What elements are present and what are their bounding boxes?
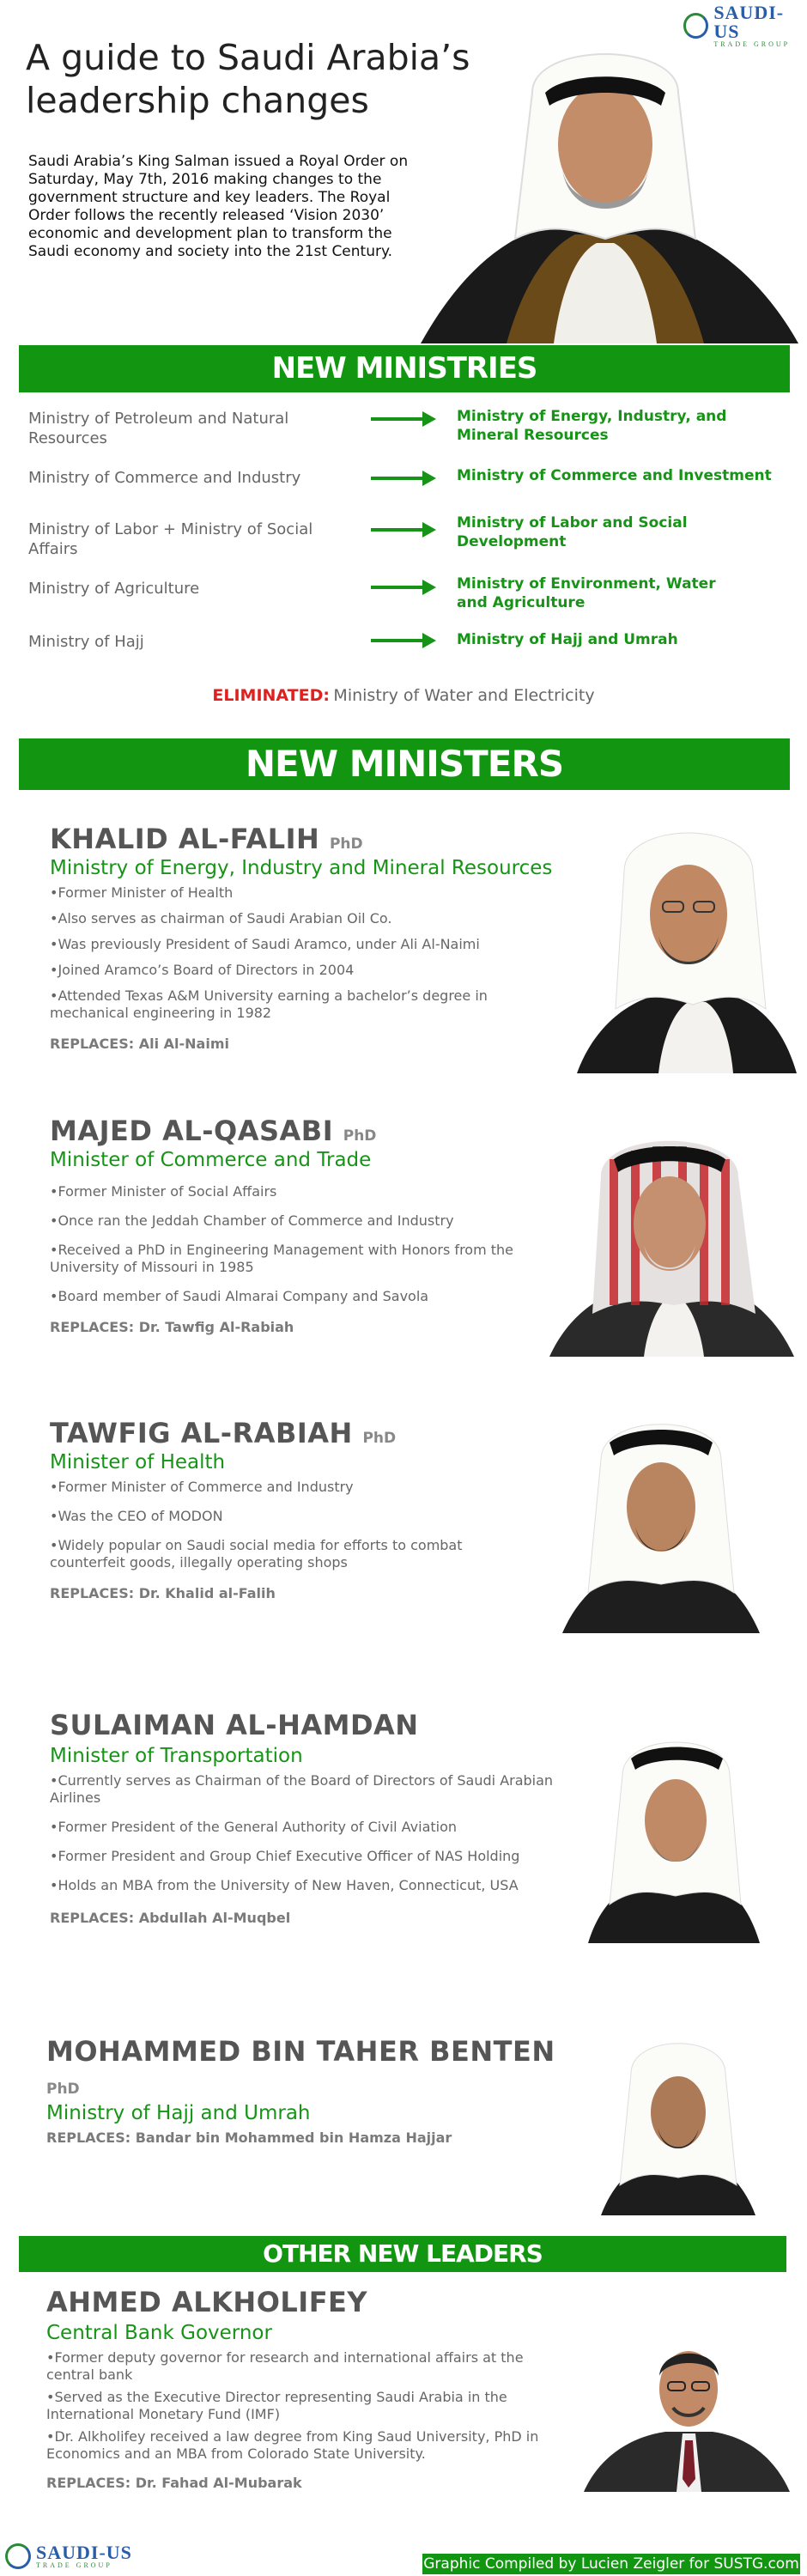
arrow-right-icon	[371, 519, 436, 540]
bullet-item: •Holds an MBA from the University of New Haven, Connecticut, USA	[50, 1877, 519, 1893]
logo-tagline: TRADE GROUP	[36, 2561, 112, 2569]
ministry-new-4: Ministry of Environment, Water and Agriculture	[457, 575, 716, 611]
footer-credit: Graphic Compiled by Lucien Zeigler for SUSTG.com	[423, 2555, 799, 2573]
arrow-right-icon	[371, 468, 436, 489]
minister-replaces: REPLACES: Dr. Khalid al-Falih	[50, 1585, 276, 1601]
bullet-item: •Also serves as chairman of Saudi Arabian Oil Co.	[50, 910, 392, 927]
leader-name: AHMED ALKHOLIFEY	[46, 2286, 368, 2318]
portrait-al-falih	[577, 811, 797, 1073]
minister-card-5	[46, 2035, 596, 2146]
eliminated-text: Ministry of Water and Electricity	[333, 686, 595, 705]
bullet-item: •Former President of the General Authority of Civil Aviation	[50, 1819, 458, 1835]
minister-replaces: REPLACES: Bandar bin Mohammed bin Hamza Hajjar	[46, 2129, 452, 2146]
leader-card	[46, 2286, 596, 2491]
minister-bullets	[50, 1183, 582, 1305]
minister-name: MOHAMMED BIN TAHER BENTEN PhD	[46, 2035, 555, 2098]
arrow-right-icon	[371, 577, 436, 598]
minister-bullets	[50, 884, 599, 1022]
minister-replaces: REPLACES: Dr. Tawfig Al-Rabiah	[50, 1319, 294, 1335]
eliminated-line	[0, 686, 807, 705]
page-title-line2: leadership changes	[26, 80, 369, 121]
portrait-icon	[549, 1125, 794, 1357]
bullet-item: •Former Minister of Commerce and Industry	[50, 1479, 354, 1495]
minister-role: Minister of Commerce and Trade	[50, 1149, 372, 1171]
ministers-banner: NEW MINISTERS	[19, 738, 790, 790]
ministry-old-2: Ministry of Commerce and Industry	[28, 469, 301, 487]
leader-role: Central Bank Governor	[46, 2322, 272, 2344]
portrait-icon	[562, 1408, 760, 1633]
minister-name: TAWFIG AL-RABIAH PhD	[50, 1417, 397, 1449]
ministries-banner: NEW MINISTRIES	[19, 345, 790, 392]
portrait-icon	[601, 2026, 755, 2215]
bullet-item: •Former Minister of Health	[50, 884, 234, 901]
portrait-al-hamdan	[588, 1724, 760, 1943]
minister-replaces: REPLACES: Abdullah Al-Muqbel	[50, 1910, 291, 1926]
bullet-item: •Received a PhD in Engineering Management with Honors from the University of Missouri in 1985	[50, 1242, 514, 1275]
minister-card-2	[50, 1115, 582, 1335]
ministry-new-1: Ministry of Energy, Industry, and Mineral Resources	[457, 408, 727, 444]
minister-name: MAJED AL-QASABI PhD	[50, 1115, 377, 1147]
page-title-line1: A guide to Saudi Arabia’s	[26, 37, 470, 78]
leader-replaces: REPLACES: Dr. Fahad Al-Mubarak	[46, 2475, 302, 2491]
minister-role: Minister of Transportation	[50, 1745, 303, 1767]
minister-card-4	[50, 1709, 582, 1926]
bullet-item: •Served as the Executive Director representing Saudi Arabia in the International Monetary Fund (IMF)	[46, 2389, 507, 2422]
bullet-item: •Former deputy governor for research and international affairs at the central bank	[46, 2349, 524, 2383]
minister-bullets	[50, 1479, 565, 1571]
bullet-item: •Board member of Saudi Almarai Company and Savola	[50, 1288, 429, 1304]
arrow-right-icon	[371, 630, 436, 651]
minister-role: Ministry of Hajj and Umrah	[46, 2102, 311, 2124]
portrait-alkholifey	[584, 2329, 790, 2492]
ministry-new-5: Ministry of Hajj and Umrah	[457, 631, 678, 648]
bullet-item: •Dr. Alkholifey received a law degree from King Saud University, PhD in Economics and an MBA from Colorado State University.	[46, 2428, 539, 2462]
logo-mark-icon	[5, 2543, 31, 2569]
bullet-item: •Former President and Group Chief Executive Officer of NAS Holding	[50, 1848, 520, 1864]
logo-tagline: TRADE GROUP	[713, 40, 791, 48]
portrait-icon	[588, 1724, 760, 1943]
portrait-al-rabiah	[562, 1408, 760, 1633]
portrait-icon	[577, 811, 797, 1073]
ministry-new-3: Ministry of Labor and Social Development	[457, 514, 688, 550]
portrait-icon	[584, 2329, 790, 2492]
bullet-item: •Was previously President of Saudi Aramco, under Ali Al-Naimi	[50, 936, 480, 952]
minister-name: SULAIMAN AL-HAMDAN	[50, 1709, 419, 1741]
intro-paragraph: Saudi Arabia’s King Salman issued a Royal Order on Saturday, May 7th, 2016 making changes to the government structure and key leaders. The Royal Order follows the recently released ‘Vision 2030’ economic and development plan to transform the Saudi economy and society into the 21st Century.	[28, 153, 409, 260]
minister-role: Minister of Health	[50, 1451, 226, 1473]
ministry-old-4: Ministry of Agriculture	[28, 580, 200, 598]
portrait-benten	[601, 2026, 755, 2215]
bullet-item: •Was the CEO of MODON	[50, 1508, 223, 1524]
minister-role: Ministry of Energy, Industry and Mineral Resources	[50, 857, 553, 879]
ministry-old-5: Ministry of Hajj	[28, 633, 144, 651]
leader-bullets	[46, 2349, 596, 2463]
ministry-new-2: Ministry of Commerce and Investment	[457, 467, 772, 484]
king-portrait	[404, 24, 807, 343]
minister-replaces: REPLACES: Ali Al-Naimi	[50, 1036, 229, 1052]
bullet-item: •Joined Aramco’s Board of Directors in 2004	[50, 962, 355, 978]
minister-card-3	[50, 1417, 565, 1601]
ministry-old-1: Ministry of Petroleum and Natural Resources	[28, 410, 289, 447]
minister-bullets	[50, 1772, 582, 1894]
bullet-item: •Once ran the Jeddah Chamber of Commerce and Industry	[50, 1212, 454, 1229]
bullet-item: •Widely popular on Saudi social media for efforts to combat counterfeit goods, illegally operating shops	[50, 1537, 463, 1571]
bullet-item: •Attended Texas A&M University earning a bachelor’s degree in mechanical engineering in 1982	[50, 987, 488, 1021]
logo-name: SAUDI-US	[36, 2542, 132, 2563]
other-leaders-banner: OTHER NEW LEADERS	[19, 2236, 786, 2272]
ministry-old-3: Ministry of Labor + Ministry of Social Affairs	[28, 520, 313, 558]
eliminated-label: ELIMINATED:	[212, 686, 330, 705]
bullet-item: •Currently serves as Chairman of the Board of Directors of Saudi Arabian Airlines	[50, 1772, 554, 1806]
king-portrait-icon	[404, 24, 807, 343]
arrow-right-icon	[371, 409, 436, 429]
footer-logo[interactable]	[5, 2543, 132, 2569]
minister-card-1	[50, 823, 599, 1052]
minister-name: KHALID AL-FALIH PhD	[50, 823, 363, 855]
bullet-item: •Former Minister of Social Affairs	[50, 1183, 277, 1200]
logo-name: SAUDI-US	[713, 2, 785, 42]
portrait-al-qasabi	[549, 1125, 794, 1357]
